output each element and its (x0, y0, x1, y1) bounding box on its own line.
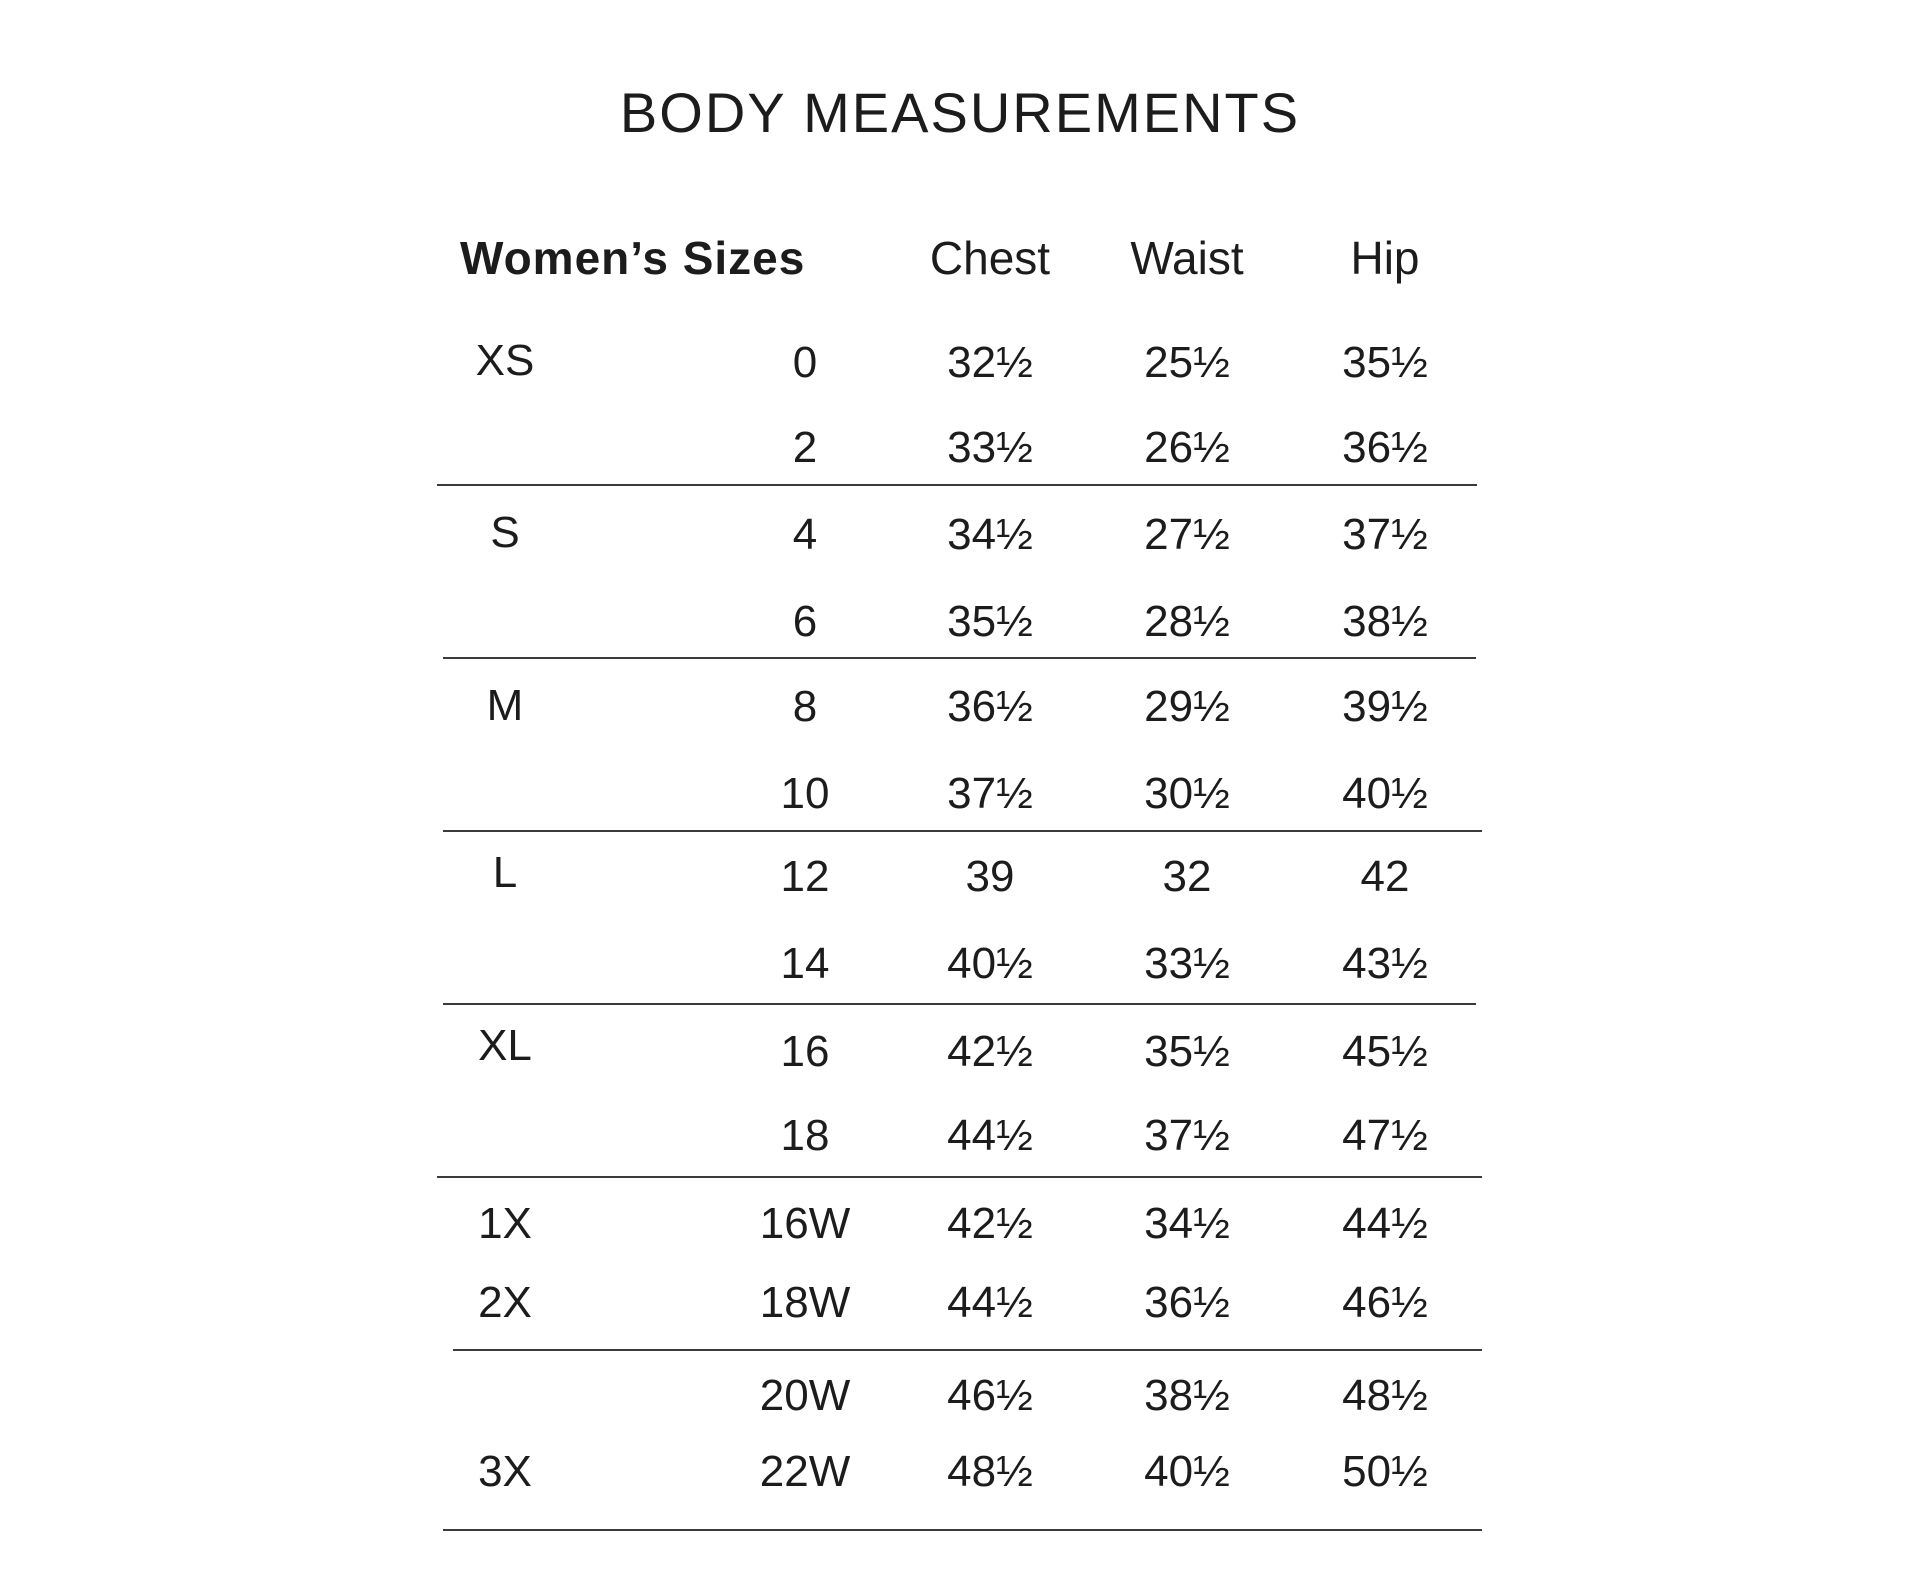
row-0-size: 0 (792, 338, 818, 387)
divider-xl (437, 1176, 1482, 1178)
row-13-waist: 40½ (1144, 1447, 1230, 1496)
row-7-size: 14 (780, 939, 830, 988)
row-3-hip: 38½ (1342, 597, 1428, 646)
row-10-waist: 34½ (1144, 1199, 1230, 1248)
row-10-chest: 42½ (947, 1199, 1033, 1248)
row-7-chest: 40½ (947, 939, 1033, 988)
row-10-hip: 44½ (1342, 1199, 1428, 1248)
row-4-letter: M (486, 681, 524, 730)
row-7-waist: 33½ (1144, 939, 1230, 988)
divider-s (443, 657, 1476, 659)
row-8-hip: 45½ (1342, 1027, 1428, 1076)
row-9-letter (460, 1106, 550, 1166)
row-11-waist: 36½ (1144, 1278, 1230, 1327)
row-5-hip: 40½ (1342, 769, 1428, 818)
row-13-size: 22W (759, 1447, 851, 1496)
divider-plus (453, 1349, 1482, 1351)
row-6-hip: 42 (1360, 852, 1410, 901)
row-6-letter: L (492, 848, 518, 897)
row-11-hip: 46½ (1342, 1278, 1428, 1327)
row-5-waist: 30½ (1144, 769, 1230, 818)
row-9-waist: 37½ (1144, 1111, 1230, 1160)
row-10-size: 16W (759, 1199, 851, 1248)
divider-m (443, 830, 1482, 832)
row-12-hip: 48½ (1342, 1371, 1428, 1420)
row-8-waist: 35½ (1144, 1027, 1230, 1076)
row-4-chest: 36½ (947, 682, 1033, 731)
row-2-size: 4 (792, 510, 818, 559)
row-6-chest: 39 (965, 852, 1015, 901)
row-12-letter (460, 1366, 550, 1426)
row-5-size: 10 (780, 769, 830, 818)
row-10-letter: 1X (478, 1199, 532, 1248)
row-3-letter (460, 592, 550, 652)
divider-bottom (443, 1529, 1482, 1531)
row-11-chest: 44½ (947, 1278, 1033, 1327)
row-12-waist: 38½ (1144, 1371, 1230, 1420)
row-2-letter: S (490, 508, 520, 557)
row-0-letter: XS (475, 336, 535, 385)
row-8-size: 16 (780, 1027, 830, 1076)
row-4-hip: 39½ (1342, 682, 1428, 731)
row-7-letter (460, 934, 550, 994)
row-1-chest: 33½ (947, 423, 1033, 472)
header-chest: Chest (929, 232, 1051, 284)
row-11-letter: 2X (478, 1278, 532, 1327)
row-13-chest: 48½ (947, 1447, 1033, 1496)
row-2-chest: 34½ (947, 510, 1033, 559)
row-7-hip: 43½ (1342, 939, 1428, 988)
page-title: BODY MEASUREMENTS (619, 81, 1301, 144)
row-0-waist: 25½ (1144, 338, 1230, 387)
row-4-waist: 29½ (1144, 682, 1230, 731)
row-9-size: 18 (780, 1111, 830, 1160)
row-8-letter: XL (478, 1021, 532, 1070)
row-12-size: 20W (759, 1371, 851, 1420)
row-13-letter: 3X (478, 1447, 532, 1496)
row-8-chest: 42½ (947, 1027, 1033, 1076)
row-4-size: 8 (792, 682, 818, 731)
row-12-chest: 46½ (947, 1371, 1033, 1420)
row-0-chest: 32½ (947, 338, 1033, 387)
row-5-letter (460, 764, 550, 824)
row-0-hip: 35½ (1342, 338, 1428, 387)
row-3-chest: 35½ (947, 597, 1033, 646)
row-3-waist: 28½ (1144, 597, 1230, 646)
row-1-hip: 36½ (1342, 423, 1428, 472)
row-6-size: 12 (780, 852, 830, 901)
header-hip: Hip (1350, 232, 1420, 284)
row-13-hip: 50½ (1342, 1447, 1428, 1496)
row-11-size: 18W (759, 1278, 851, 1327)
row-1-letter (460, 418, 550, 478)
row-2-hip: 37½ (1342, 510, 1428, 559)
row-5-chest: 37½ (947, 769, 1033, 818)
row-3-size: 6 (792, 597, 818, 646)
header-waist: Waist (1130, 232, 1244, 284)
row-2-waist: 27½ (1144, 510, 1230, 559)
row-9-chest: 44½ (947, 1111, 1033, 1160)
row-1-size: 2 (792, 423, 818, 472)
row-6-waist: 32 (1162, 852, 1212, 901)
row-1-waist: 26½ (1144, 423, 1230, 472)
divider-xs (437, 484, 1477, 486)
divider-l (443, 1003, 1476, 1005)
header-womens-sizes: Women’s Sizes (460, 232, 806, 284)
row-9-hip: 47½ (1342, 1111, 1428, 1160)
